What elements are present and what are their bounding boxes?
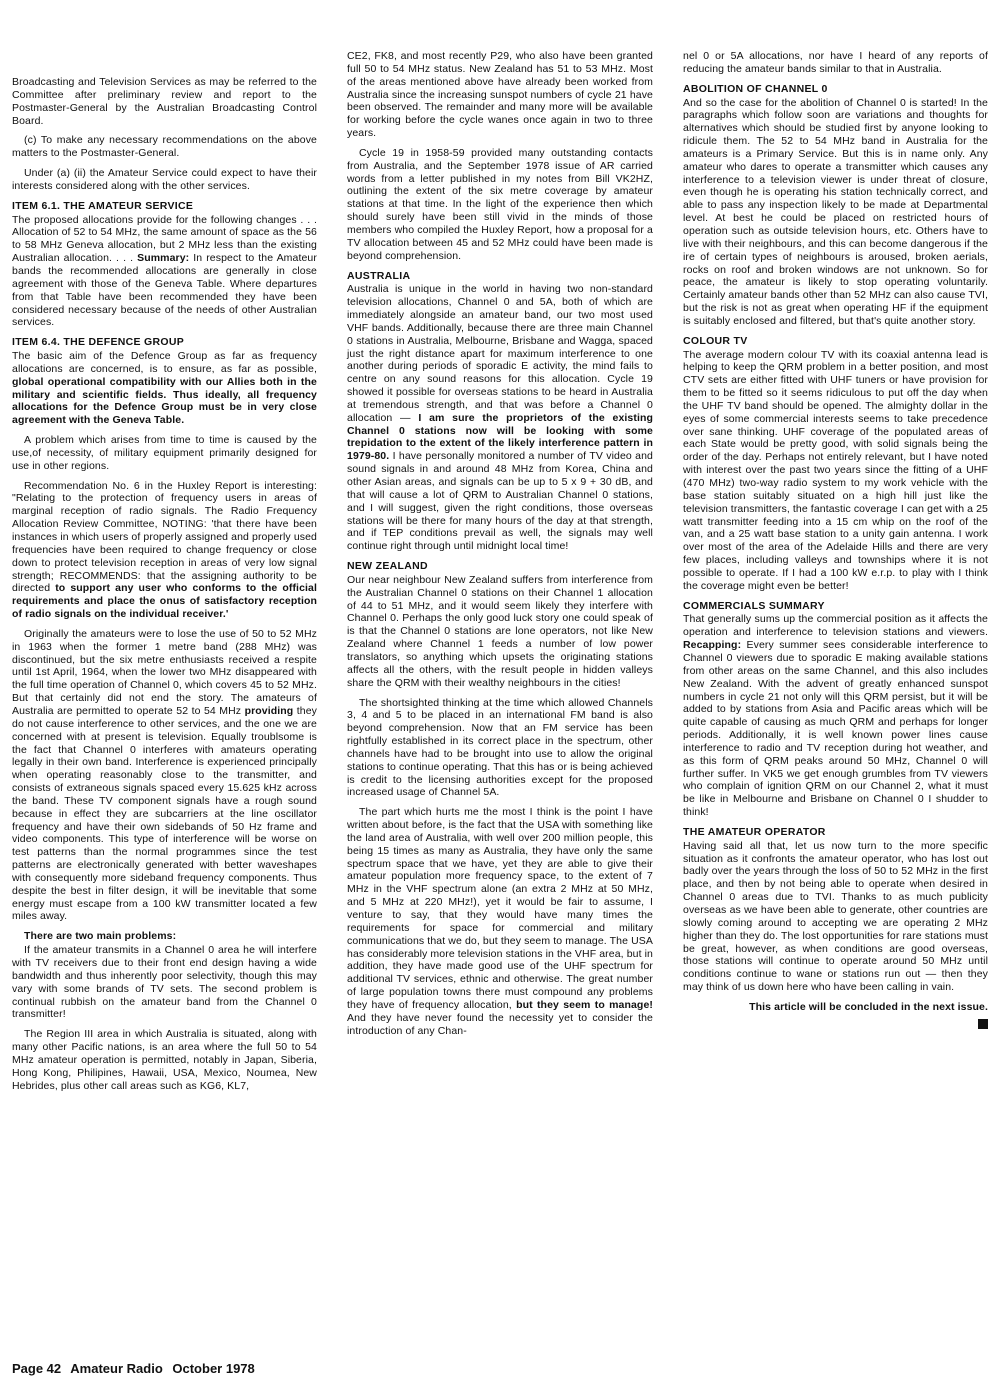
- paragraph: Under (a) (ii) the Amateur Service could expect to have their interests considered along with the other services.: [12, 167, 317, 192]
- text-run: I have personally monitored a number of TV video and sound signals in and around 48 MHz from Korea, China and other Asian areas, and signals can be up to 5 x 9 + 30 dB, and that will cause a lot of QRM to Australian Channel 0 stations, and I will suggest, given the right conditions, those overseas stations will be there for many hours of the day at that strength, and if TEP conditions prevail as well, the signals may well continue right through until midnight local time!: [347, 450, 653, 553]
- paragraph: [347, 283, 653, 553]
- paragraph: [12, 214, 317, 330]
- paragraph: [12, 480, 317, 621]
- paragraph: [12, 350, 317, 427]
- text-run: The basic aim of the Defence Group as far as frequency allocations are concerned, is to ensure, as far as possible,: [12, 350, 317, 375]
- section-heading-commercials: COMMERCIALS SUMMARY: [683, 599, 825, 612]
- text-run: The part which hurts me the most I think is the point I have written about before, is the fact that the USA with something like the land area of Australia, with well over 200 million people, this being 15 times as many as Australia, they have only the same spectrum space that we have, yet they are able to give their amateur population more frequency space, to the extent of 7 MHz in the VHF spectrum alone (an extra 2 MHz at 50 MHz, and 5 MHz at 220 MHz!), yet it would be fair to assume, I venture to say, that they would have many times the requirements for space for commercial and military communications that we do, but they seem to manage. The USA has considerably more television stations in the VHF area, but in addition, they have made good use of the UHF spectrum for additional TV services, ethnic and otherwise. The great number of large population towns there must compound any problems they have of frequency allocation,: [347, 806, 653, 1011]
- bold-text: providing: [244, 704, 294, 717]
- text-run: In respect to the Amateur bands the recommended allocations are generally in close agreement with those of the Geneva Table. Where departures from that Table have been recommended they have been considered necessary because of the needs of other Australian services.: [12, 252, 317, 329]
- paragraph: [347, 806, 653, 1037]
- text-run: they do not cause interference to other services, and the one we are concerned with at present is television. Equally troublsome is the fact that Channel 0 interferes with amateurs operating legally in their own band. Interference is experienced principally when operating reasonably close to the transmitter, and consists of extraneous signals spaced every 15.625 kHz across the band. These TV component signals have a rough sound because in effect they are subcarriers at the line oscillator frequency and have their own sidebands of 50 Hz frame and video components. This type of interference will be worse on test patterns than the normal programmes since the test patterns are electronically generated with better waveshapes with consequently more sideband frequency components. Thus despite the best in filter design, it will be inevitable that some energy must escape from a 100 kW transmitter located a few miles away.: [12, 704, 317, 923]
- paragraph: The average modern colour TV with its coaxial antenna lead is helping to keep the QRM problem in a better position, and most CTV sets are either fitted with UHF tuners or have provision for them to be fitted so it seems ridiculous to put off the day when the UHF TV band should be opened. The almighty dollar in the eyes of some commercial interests seems to take precedence over sane thinking. UHF coverage of the populated areas of each State would be pretty good, with solid signals being the order of the day. Perhaps not entirely relevant, but I have noted with interest over the past two years since the fitting of a UHF (470 MHz) two-way radio system to my work vehicle with the base station suitably situated on a high hill just like the television transmitters, the fantastic coverage I can get with a 25 watt transmitter feeding into a 15 cm whip on the roof of the van, and a 25 watt base station to a unity gain antenna. I work over most of the area of the Adelaide Hills and there are very few places, including valleys and townships where it is not possible to operate. If I had a 100 kW e.r.p. to play with I think the coverage might even be better!: [683, 348, 988, 592]
- text-run: Every summer sees considerable interference to Channel 0 viewers due to sporadic E making available stations from other areas on the same Channel, and this also includes New Zealand. With the advent of greatly enhanced sunspot numbers in cycle 21 not only will this QRM persist, but it will be added to by stations from Asia and Pacific areas which will be quite capable of causing as much QRM and perhaps for longer periods. Additionally, it is well known power lines cause interference to radio and TV reception during hot weather, and as this form of QRM peaks around 50 MHz, Channel 0 will further suffer. In VK5 we get enough grumbles from TV viewers who complain of ignition QRM on our Channel 2, what it must be like in Melbourne and Brisbane on Channel 0 I shudder to think!: [683, 639, 988, 819]
- paragraph: nel 0 or 5A allocations, nor have I heard of any reports of reducing the amateur bands similar to that in Australia.: [683, 50, 988, 75]
- bold-text: I am sure the proprietors of the existing Channel 0 stations now will be looking with some trepidation to the extent of the likely interference pattern in 1979-80.: [347, 411, 654, 463]
- paragraph: CE2, FK8, and most recently P29, who also have been granted full 50 to 54 MHz status. New Zealand has 51 to 53 MHz. Most of the areas mentioned above have already been worked from Australia since the increasing sunspot numbers of cycle 21 have been observed. The remainder and many more will be available for working before the cycle wanes once again in two to three years.: [347, 50, 653, 140]
- text-run: And they have never found the necessity yet to consider the introduction of any Chan-: [347, 1011, 653, 1037]
- bold-text: but they seem to manage!: [516, 998, 653, 1011]
- page-footer: [12, 1361, 261, 1376]
- bold-text: global operational compatibility with our Allies both in the military and scientific fields. Thus ideally, all frequency allocations for the Defence Group must be in very close agreement with the Geneva Table.: [12, 375, 317, 427]
- section-heading-operator: THE AMATEUR OPERATOR: [683, 825, 826, 838]
- paragraph: Our near neighbour New Zealand suffers from interference from the Australian Channel 0 stations on their Channel 1 allocation of 44 to 51 MHz, and it would seem likely they interfere with Channel 0. Perhaps the only good luck story one could speak of is that the Channel 0 stations are lone operators, not like New Zealand where Channel 1 feeds a number of low power translators, so anything which upsets the originating stations affects all the others, with the result people in hidden valleys share the QRM with their wealthy neighbours in the cities!: [347, 573, 653, 689]
- section-heading-abolition: ABOLITION OF CHANNEL 0: [683, 82, 828, 95]
- magazine-name: Amateur Radio: [70, 1361, 163, 1376]
- paragraph: [683, 613, 988, 819]
- paragraph: A problem which arises from time to time is caused by the use,of necessity, of military equipment primarily designed for use in other regions.: [12, 434, 317, 472]
- text-run: That generally sums up the commercial position as it affects the operation and interference to television stations and viewers.: [683, 613, 988, 639]
- section-heading-item-6-4: ITEM 6.4. THE DEFENCE GROUP: [12, 336, 185, 349]
- page-number: Page 42: [12, 1361, 62, 1376]
- section-heading-new-zealand: NEW ZEALAND: [347, 560, 428, 573]
- text-run: Australia is unique in the world in having two non-standard television allocations, Channel 0 and 5A, both of which are immediately alongside an amateur band, our two most used VHF bands. Additionally, because there are three main Channel 0 stations in Australia, Melbourne, Brisbane and Wagga, spaced just the right distance apart for maximum interference to one another during periods of sporadic E activity, the mind fails to centre on any sound reasons for this allocation. Cycle 19 showed it possible for overseas stations to be heard in Australia at tremendous strength, and that was before a Channel 0 allocation —: [347, 283, 653, 424]
- paragraph: [12, 628, 317, 923]
- section-heading-australia: AUSTRALIA: [347, 269, 411, 282]
- paragraph: If the amateur transmits in a Channel 0 area he will interfere with TV receivers due to their front end design having a wide bandwidth and thus inherently poor selectivity, though this may vary with some brands of TV sets. The second problem is continual rubbish on the amateur band from the Channel 0 transmitter!: [12, 944, 317, 1021]
- paragraph: (c) To make any necessary recommendations on the above matters to the Postmaster-General.: [12, 134, 317, 160]
- text-run: Recommendation No. 6 in the Huxley Report is interesting: "Relating to the protection of frequency users in areas of marginal reception of radio signals. The Radio Frequency Allocation Review Committee, NOTING: 'that there have been instances in which users of properly assigned and properly used frequencies have been required to change frequency or close down to protect television reception in areas of very low signal strength; RECOMMENDS: that the assigning authority to be directed: [12, 479, 317, 595]
- issue-date: October 1978: [172, 1361, 255, 1376]
- concluded-note: This article will be concluded in the next issue.: [749, 1000, 988, 1013]
- bold-text: Recapping:: [683, 639, 742, 652]
- paragraph: Broadcasting and Television Services as may be referred to the Committee after preliminary review and report to the Postmaster-General by the Australian Broadcasting Control Board.: [12, 76, 317, 127]
- paragraph: The shortsighted thinking at the time which allowed Channels 3, 4 and 5 to be placed in an international FM band is also beyond comprehension. Now that an FM service has been rightfully established in its correct place in the spectrum, other channels have had to be brought into use to allow the original stations to continue operating. That this has or is being achieved is credit to the licensing authorities except for the proposed increased usage of Channel 5A.: [347, 696, 653, 799]
- text-run: The proposed allocations provide for the following changes . . . Allocation of 52 to 54 MHz, the same amount of space as the 56 to 58 MHz Geneva allocation, but 2 MHz less than the existing Australian allocation. . . .: [12, 213, 317, 265]
- column-3: [683, 50, 988, 1031]
- bold-text: to support any user who conforms to the official requirements and place the onus of satisfactory reception of radio signals on the individual receiver.': [12, 582, 317, 621]
- column-1: [12, 76, 317, 1099]
- end-square-icon: [978, 1019, 988, 1029]
- paragraph: Having said all that, let us now turn to the more specific situation as it confronts the amateur operator, who has lost out badly over the years through the loss of 50 to 52 MHz in the first place, and then by not being able to operate when desired in Channel 0 areas due to TVI. Thanks to as much publicity overseas as we have been able to generate, other countries are slowly coming around to accepting we are operating 2 MHz higher than they do. The lost opportunities for rare stations must be great, however, as when conditions are good overseas, those stations will continue to operate around 50 MHz until conditions continue to wane or stations run out — then they may think of us down here who have been calling in vain.: [683, 839, 988, 994]
- paragraph: Cycle 19 in 1958-59 provided many outstanding contacts from Australia, and the September 1978 issue of AR carried words from a letter published in my notes from Bill VK2HZ, outlining the extent of the six metre coverage by amateur stations at that time. In the light of the experience then which should surely have been still vivid in the minds of those members who compiled the Huxley Report, how a proposal for a TV allocation between 45 and 52 MHz could have been made is beyond comprehension.: [347, 146, 653, 262]
- text-run: Originally the amateurs were to lose the use of 50 to 52 MHz in 1963 when the former 1 metre band (288 MHz) was discontinued, but the six metre enthusiasts received a respite until 1st April, 1964, when the lower two MHz disappeared with the full time operation of Channel 0, which covers 45 to 52 MHz. But that certainly did not end the story. The amateurs of Australia are permitted to operate 52 to 54 MHz: [12, 627, 317, 717]
- bold-text: Summary:: [137, 252, 190, 265]
- subheading-problems: There are two main problems:: [24, 930, 177, 943]
- end-mark: [683, 1018, 988, 1031]
- paragraph: And so the case for the abolition of Channel 0 is started! In the paragraphs which follow soon are variations and thoughts for alternatives which should be studied first by anyone looking to ridicule them. The 52 to 54 MHz band in Australia for the amateurs is a Primary Service. But this is in name only. Any amateur who dares to operate a transmitter which causes any interference to a television viewer is under threat of closure, even though he is operating his station technically correct, and able to pass any inspection likely to be made at Departmental level. At best he could be placed on restricted hours of operation such as outside television hours, etc. Others have to live with their neighbours, and this can become dangerous if the ire of certain types of neighbours is aroused, broken aerials, rocks on roof and broken windows are not unknown. So for peace, the amateur is likely to stop operating voluntarily. Certainly amateur bands other than 52 MHz can also cause TVI, but the risk is not as great when operating HF if the equipment is suitably enclosed and filtered, but that's quite another story.: [683, 96, 988, 327]
- section-heading-colour-tv: COLOUR TV: [683, 334, 748, 347]
- section-heading-item-6-1: ITEM 6.1. THE AMATEUR SERVICE: [12, 199, 194, 212]
- paragraph: The Region III area in which Australia is situated, along with many other Pacific nations, is an area where the full 50 to 54 MHz amateur operation is permitted, notably in Japan, Siberia, Hong Kong, Philipines, Hawaii, USA, Mexico, Noumea, New Hebrides, plus other call areas such as KG6, KL7,: [12, 1028, 317, 1092]
- column-2: [347, 50, 653, 1044]
